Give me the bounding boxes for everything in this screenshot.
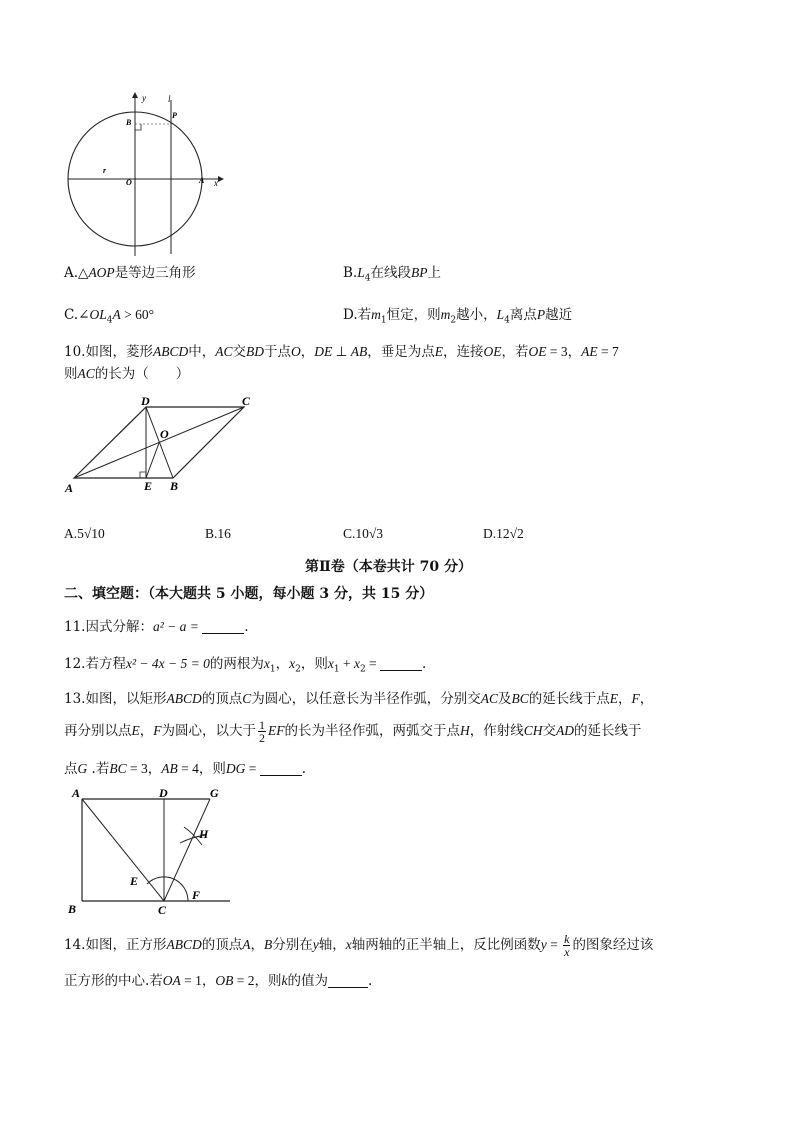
q9-option-b: $B.L_4$在线段BP上 [343,265,441,284]
q12-stem: 12.若方程x² − 4x − 5 = 0的两根为$x_1$，$x_2$，则$x_1 + x_2$ = . [64,656,427,675]
q9-option-d: D.若$m_1$恒定，则$m_2$越小，$L_4$离点P越近 [343,307,573,326]
q11-stem: 11.因式分解：a² − a = . [64,619,249,635]
diagonal-ac [82,799,164,901]
label-a: A [72,786,81,800]
x-axis-arrow [218,176,224,182]
label-c: C [242,394,251,408]
q9-option-a: A.△AOP是等边三角形 [64,265,196,281]
q13-stem-line3: 点G .若BC = 3，AB = 4，则DG = . [64,761,307,777]
section2-title: 二、填空题：（本大题共 5 小题，每小题 3 分，共 15 分） [64,586,434,602]
label-o: O [126,178,132,187]
q14-stem-line1: 14.如图，正方形ABCD的顶点A，B分别在y轴，x轴两轴的正半轴上，反比例函数y = $\frac{k}{x}$ 的图象经过该 [64,932,654,959]
q10-option-b: B.16 [205,526,231,541]
y-axis-arrow [132,92,138,98]
fraction-one-half: $\frac{1}{2}$ [259,718,265,745]
label-o: O [160,427,169,441]
label-h: H [199,827,209,841]
q10-rhombus-figure [60,394,270,494]
label-c: C [158,903,167,917]
ray-ch [164,799,210,901]
label-r: r [103,166,107,175]
answer-blank[interactable] [328,973,368,988]
right-angle-mark [135,124,141,130]
arc-ef [147,877,188,901]
q13-stem-line1: 13.如图，以矩形ABCD的顶点C为圆心，以任意长为半径作弧，分别交AC及BC的延长线于点E，F， [64,691,654,707]
q9-option-c: $C.\angle OL_4A > 60^\circ$ [64,307,154,326]
answer-blank[interactable] [380,656,422,671]
label-d: D [141,394,150,408]
label-l: l [168,94,171,104]
label-p: P [172,111,177,120]
q13-stem-line2: 再分别以点E，F为圆心，以大于 $\frac{1}{2}$ EF的长为半径作弧，两弧交于点H，作射线CH交AD的延长线于 [64,718,642,745]
label-a: A [65,481,74,494]
q14-stem-line2: 正方形的中心.若OA = 1，OB = 2，则k的值为 . [64,973,373,989]
q13-rectangle-figure [62,783,242,918]
q10-option-c: C.10√3 [343,526,384,541]
answer-blank[interactable] [260,761,302,776]
segment-oe [146,443,159,478]
label-b: B [170,479,179,493]
part2-title: 第Ⅱ卷（本卷共计 70 分） [305,559,473,575]
q10-stem-line1: 10.如图，菱形ABCD中，AC交BD于点O，DE ⊥ AB，垂足为点E，连接OE，若OE = 3，AE = 7 [64,344,619,360]
right-angle-mark [140,472,146,478]
label-e: E [144,479,153,493]
label-e: E [130,874,139,888]
label-g: G [210,786,219,800]
q10-stem-line2: 则AC的长为（ ） [64,366,190,382]
answer-blank[interactable] [202,619,244,634]
fraction-k-over-x: $\frac{k}{x}$ [564,932,570,959]
q10-option-a: A.5√10 [64,526,105,541]
label-x: x [214,178,218,188]
label-y: y [142,93,146,103]
label-f: F [192,888,201,902]
q10-option-d: D.12√2 [483,526,524,541]
label-a: A [199,176,205,185]
label-d: D [159,786,168,800]
label-b: B [126,118,132,127]
label-b: B [68,902,77,916]
q9-circle-figure [60,88,230,260]
